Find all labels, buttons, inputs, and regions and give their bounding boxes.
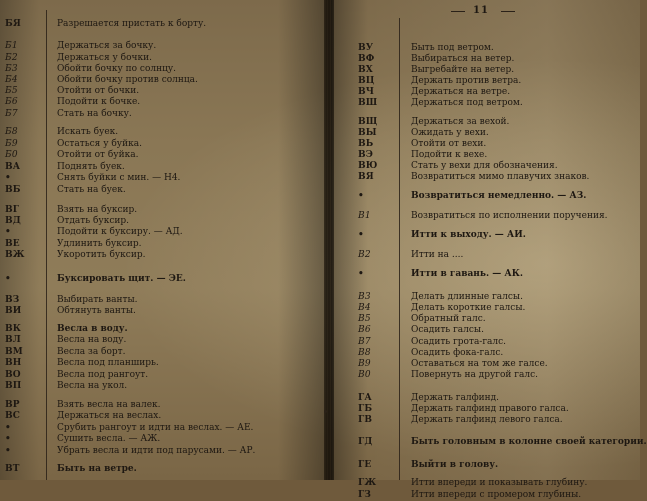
signal-code: ВН [5,358,22,368]
signal-meaning: Обтянуть ванты. [57,306,136,316]
signal-meaning: Отойти от бочки. [57,86,140,96]
signal-code: В3 [358,292,371,302]
signal-code: ВЧ [358,87,375,97]
signal-code: • [358,269,364,279]
signal-code: ГА [358,393,372,403]
signal-meaning: Весла под планширь. [57,358,159,368]
signal-code: В2 [358,250,371,260]
signal-code: Б7 [5,109,18,119]
signal-code: • [5,173,11,183]
signal-meaning: Весла за борт. [57,347,126,357]
signal-code: В0 [358,370,371,380]
signal-code: ВЫ [358,128,377,138]
signal-meaning: Ожидать у вехи. [411,128,489,138]
right-column-rule [399,18,400,480]
signal-code: ГВ [358,415,373,425]
signal-code: Б9 [5,139,18,149]
signal-meaning: Держаться под ветром. [411,98,523,108]
signal-code: • [5,446,11,456]
signal-code: В1 [358,211,371,221]
signal-code: ВР [5,400,20,410]
signal-code: ВЬ [358,139,374,149]
signal-meaning: Буксировать щит. — ЭЕ. [57,274,186,284]
signal-meaning: Делать короткие галсы. [411,303,526,313]
signal-meaning: Итти на .... [411,250,464,260]
signal-code: ВА [5,162,21,172]
signal-code: ВГ [5,205,20,215]
signal-meaning: Стать на буек. [57,185,126,195]
signal-code: Б3 [5,64,18,74]
signal-code: Б6 [5,97,18,107]
signal-code: В5 [358,314,371,324]
signal-meaning: Держаться у бочки. [57,53,152,63]
signal-code: • [358,230,364,240]
signal-code: • [358,191,364,201]
page-number-rule-left [451,11,465,12]
signal-meaning: Сушить весла. — АЖ. [57,434,161,444]
signal-meaning: Убрать весла и идти под парусами. — АР. [57,446,256,456]
signal-code: ВТ [5,464,20,474]
signal-meaning: Взять весла на валек. [57,400,161,410]
page-speck [324,410,327,413]
signal-code: Б0 [5,150,18,160]
signal-meaning: Отдать буксир. [57,216,130,226]
signal-meaning: Итти впереди и показывать глубину. [411,478,588,488]
signal-meaning: Держать против ветра. [411,76,522,86]
signal-code: ВЩ [358,117,378,127]
signal-code: ВЦ [358,76,375,86]
signal-meaning: Итти в гавань. — АК. [411,269,524,279]
left-page [0,0,327,480]
signal-meaning: Подойти к вехе. [411,150,488,160]
signal-code: ВЗ [5,295,20,305]
signal-code: ВК [5,324,22,334]
signal-meaning: Искать буек. [57,127,119,137]
signal-meaning: Весла на воду. [57,335,127,345]
signal-meaning: Держаться на веслах. [57,411,162,421]
signal-meaning: Держать галфинд правого галса. [411,404,569,414]
signal-code: Б2 [5,53,18,63]
signal-meaning: Весла под рангоут. [57,370,149,380]
signal-meaning: Обойти бочку по солнцу. [57,64,177,74]
signal-meaning: Укоротить буксир. [57,250,146,260]
signal-code: ВП [5,381,22,391]
signal-code: • [5,274,11,284]
signal-meaning: Быть под ветром. [411,43,494,53]
signal-code: БЯ [5,19,22,29]
signal-meaning: Держать галфинд левого галса. [411,415,563,425]
signal-meaning: Держаться на ветре. [411,87,511,97]
signal-meaning: Оставаться на том же галсе. [411,359,548,369]
signal-code: ВЛ [5,335,21,345]
signal-meaning: Повернуть на другой галс. [411,370,538,380]
signal-meaning: Держать галфинд. [411,393,500,403]
page-number-rule-right [501,11,515,12]
signal-meaning: Взять на буксир. [57,205,138,215]
signal-code: ВУ [358,43,374,53]
signal-code: ГЗ [358,490,372,500]
signal-code: ВС [5,411,21,421]
signal-code: ВЖ [5,250,25,260]
signal-code: ВФ [358,54,375,64]
signal-meaning: Итти впереди с промером глубины. [411,490,582,500]
signal-code: Б8 [5,127,18,137]
signal-meaning: Поднять буек. [57,162,125,172]
signal-meaning: Итти к выходу. — АИ. [411,230,526,240]
signal-code: В9 [358,359,371,369]
signal-meaning: Отойти от вехи. [411,139,487,149]
signal-code: ВИ [5,306,22,316]
signal-code: ВД [5,216,22,226]
signal-code: Б4 [5,75,18,85]
signal-meaning: Снять буйки с мин. — Н4. [57,173,181,183]
signal-code: ВО [5,370,21,380]
signal-code: Б1 [5,41,18,51]
signal-code: В8 [358,348,371,358]
signal-meaning: Выгребайте на ветер. [411,65,515,75]
signal-meaning: Возвратиться немедленно. — АЗ. [411,191,587,201]
signal-code: ВШ [358,98,378,108]
signal-meaning: Стать на бочку. [57,109,132,119]
signal-meaning: Осадить галсы. [411,325,484,335]
signal-code: ВБ [5,185,21,195]
signal-code: В4 [358,303,371,313]
signal-code: ВЭ [358,150,374,160]
signal-meaning: Весла на укол. [57,381,128,391]
signal-meaning: Удлинить буксир. [57,239,142,249]
signal-meaning: Возвратиться по исполнении поручения. [411,211,608,221]
signal-code: ГД [358,437,373,447]
signal-meaning: Делать длинные галсы. [411,292,523,302]
signal-meaning: Возвратиться мимо плавучих знаков. [411,172,590,182]
signal-code: Б5 [5,86,18,96]
signal-code: В6 [358,325,371,335]
signal-code: ВЯ [358,172,374,182]
signal-meaning: Осадить фока-галс. [411,348,504,358]
page-number: 11 [473,5,489,16]
left-column-rule [46,10,47,480]
right-page [331,0,647,500]
signal-meaning: Выбираться на ветер. [411,54,515,64]
signal-meaning: Выйти в голову. [411,460,499,470]
signal-code: • [5,227,11,237]
signal-meaning: Обратный галс. [411,314,486,324]
signal-meaning: Отойти от буйка. [57,150,139,160]
signal-code: ВХ [358,65,373,75]
signal-code: ВЕ [5,239,20,249]
signal-code: ВЮ [358,161,378,171]
signal-meaning: Подойти к буксиру. — АД. [57,227,183,237]
signal-meaning: Подойти к бочке. [57,97,141,107]
signal-meaning: Стать у вехи для обозначения. [411,161,558,171]
signal-meaning: Быть на ветре. [57,464,137,474]
signal-code: ГЖ [358,478,377,488]
signal-code: • [5,423,11,433]
signal-meaning: Разрешается пристать к борту. [57,19,207,29]
signal-meaning: Держаться за бочку. [57,41,157,51]
signal-meaning: Держаться за вехой. [411,117,510,127]
signal-meaning: Весла в воду. [57,324,128,334]
signal-code: ВМ [5,347,23,357]
signal-meaning: Обойти бочку против солнца. [57,75,198,85]
signal-meaning: Остаться у буйка. [57,139,142,149]
signal-meaning: Быть головным в колонне своей категории. [411,437,647,447]
signal-code: ГЕ [358,460,372,470]
signal-meaning: Срубить рангоут и идти на веслах. — АЕ. [57,423,254,433]
signal-code: В7 [358,337,371,347]
signal-code: • [5,434,11,444]
signal-meaning: Выбирать ванты. [57,295,138,305]
signal-meaning: Осадить грота-галс. [411,337,507,347]
signal-code: ГБ [358,404,373,414]
